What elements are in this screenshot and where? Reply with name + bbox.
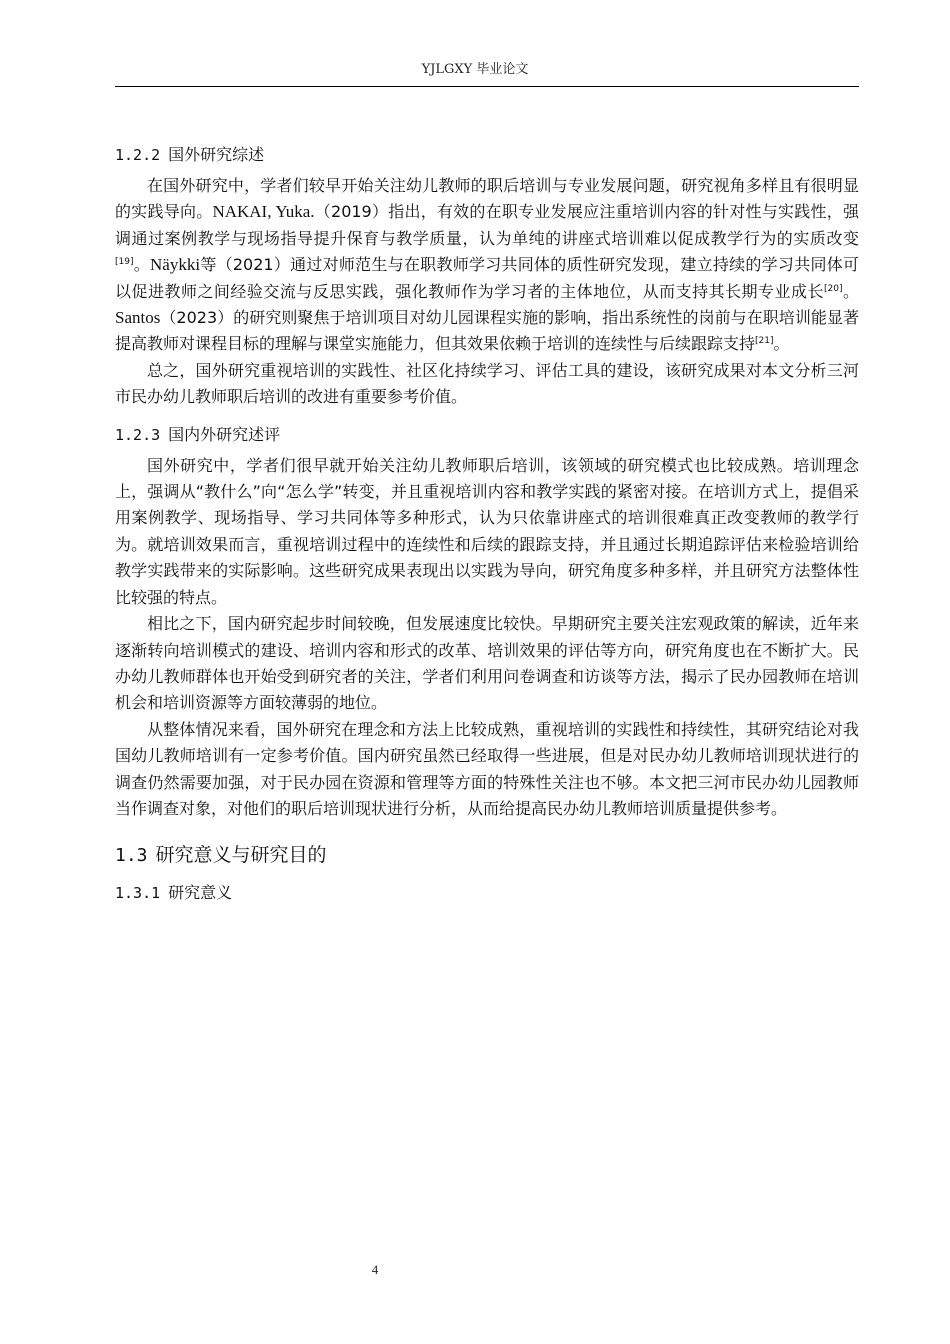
citation-20: [20]	[824, 283, 843, 294]
citation-21: [21]	[755, 336, 774, 347]
text-run: 等（2021）通过对师范生与在职教师学习共同体的质性研究发现，建立持续的学习共同体可以促进教师之间经验交流与反思实践，强化教师作为学习者的主体地位，从而支持其长期专业成长	[115, 255, 859, 301]
header-rule	[115, 86, 859, 87]
heading-title: 研究意义	[168, 883, 233, 903]
paragraph-review-overall: 从整体情况来看，国外研究在理念和方法上比较成熟，重视培训的实践性和持续性，其研究结论对我国幼儿教师培训有一定参考价值。国内研究虽然已经取得一些进展，但是对民办幼儿教师培训现状进行的调查仍然需要加强，对于民办园在资源和管理等方面的特殊性关注也不够。本文把三河市民办幼儿园教师当作调查对象，对他们的职后培训现状进行分析，从而给提高民办幼儿教师培训质量提供参考。	[115, 719, 859, 818]
running-header: YJLGXY 毕业论文	[421, 62, 529, 77]
heading-number: 1.3	[115, 845, 148, 867]
body-text	[115, 141, 859, 911]
text-run: （2023）的研究则聚焦于培训项目对幼儿园课程实施的影响，指出系统性的岗前与在职培训能显著提高教师对课程目标的理解与课堂实施能力，但其效果依赖于培训的连续性与后续跟踪支持	[115, 308, 859, 354]
heading-title: 国内外研究述评	[168, 424, 281, 444]
paragraph-review-foreign: 国外研究中，学者们很早就开始关注幼儿教师职后培训，该领域的研究模式也比较成熟。培训理念上，强调从“教什么”向“怎么学”转变，并且重视培训内容和教学实践的紧密对接。在培训方式上，提倡采用案例教学、现场指导、学习共同体等多种形式，认为只依靠讲座式的培训很难真正改变教师的教学行为。就培训效果而言，重视培训过程中的连续性和后续的跟踪支持，并且通过长期追踪评估来检验培训给教学实践带来的实际影响。这些研究成果表现出以实践为导向，研究角度多种多样，并且研究方法整体性比较强的特点。	[115, 455, 859, 607]
heading-1-3-1	[115, 879, 859, 907]
text-run: 。	[133, 255, 151, 275]
text-run: 。	[842, 281, 859, 301]
text-run: （2019）指出，有效的在职专业发展应注重培训内容的针对性与实践性，强调通过案例教学与现场指导提升保育与教学质量，认为单纯的讲座式培训难以促成教学行为的实质改变	[115, 202, 859, 248]
paragraph-review-domestic: 相比之下，国内研究起步时间较晚，但发展速度比较快。早期研究主要关注宏观政策的解读，近年来逐渐转向培训模式的建设、培训内容和形式的改革、培训效果的评估等方向，研究角度也在不断扩大。民办幼儿教师群体也开始受到研究者的关注，学者们利用问卷调查和访谈等方法，揭示了民办园教师在培训机会和培训资源等方面较薄弱的地位。	[115, 614, 859, 713]
heading-1-2-2	[115, 141, 859, 169]
citation-19: [19]	[115, 257, 134, 268]
author-name: Näykki	[150, 255, 201, 275]
heading-1-3	[115, 840, 859, 871]
heading-title: 国外研究综述	[168, 145, 265, 164]
heading-number: 1.2.2	[115, 146, 161, 164]
page-number: 4	[371, 1262, 379, 1277]
text-run: 在国外研究中，学者们较早开始关注幼儿教师的职后培训与专业发展问题，研究视角多样且有很明显的实践导向。	[115, 176, 859, 222]
author-name: Santos	[115, 308, 161, 328]
heading-number: 1.3.1	[115, 884, 161, 903]
heading-number: 1.2.3	[115, 425, 161, 444]
paragraph-foreign-summary: 总之，国外研究重视培训的实践性、社区化持续学习、评估工具的建设，该研究成果对本文分析三河市民办幼儿教师职后培训的改进有重要参考价值。	[115, 360, 859, 407]
author-name: NAKAI, Yuka.	[212, 202, 315, 222]
paragraph-foreign-review	[115, 173, 859, 358]
text-run: 。	[773, 334, 790, 354]
heading-1-2-3	[115, 421, 859, 449]
heading-title: 研究意义与研究目的	[155, 844, 327, 867]
